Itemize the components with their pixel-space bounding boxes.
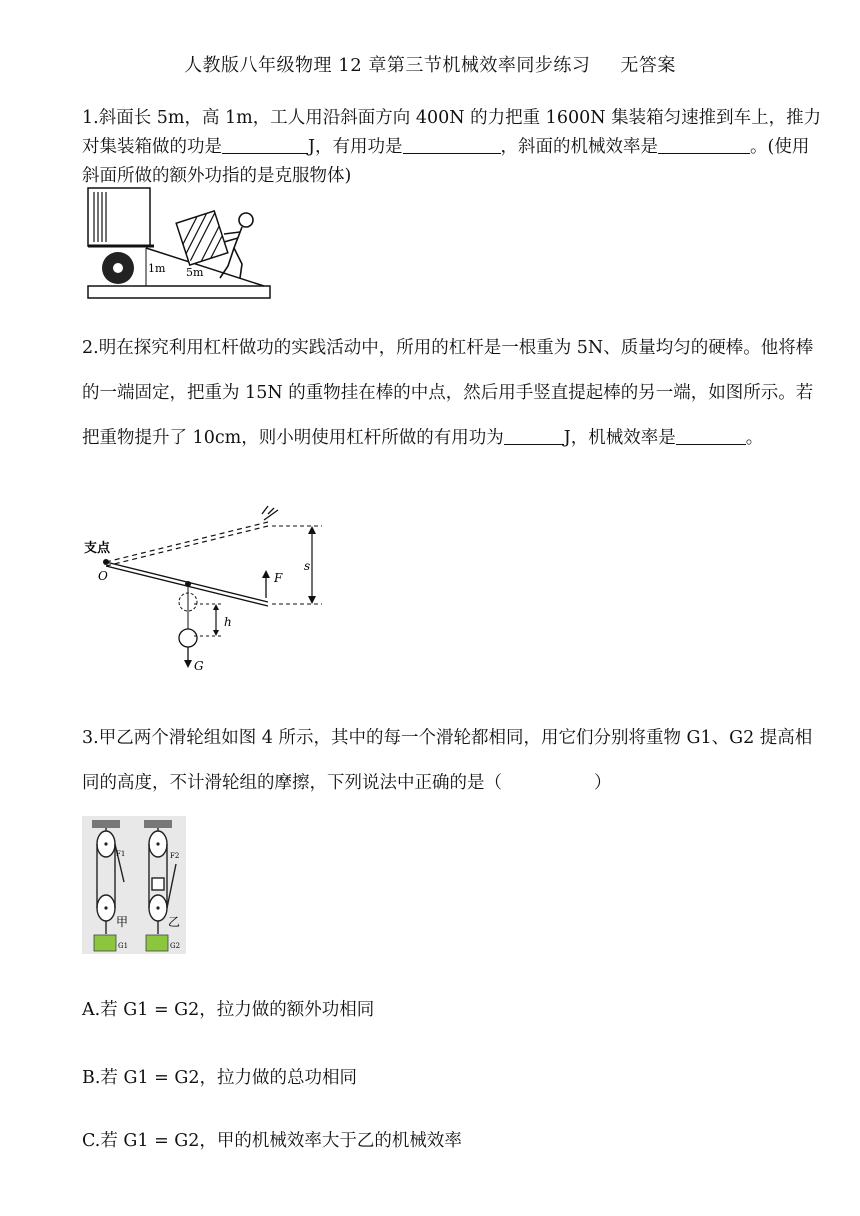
q1-text-1: 1.斜面长 5m，高 1m，工人用沿斜面方向 400N 的力把重 1600N 集装箱匀速推到车上，推力对集装箱做的功是	[82, 108, 822, 157]
question-1	[82, 104, 822, 191]
weight-g2	[146, 935, 168, 951]
truck-body	[88, 188, 150, 246]
weight-object	[179, 629, 197, 647]
pivot-label: 支点	[84, 541, 111, 556]
title-main: 人教版八年级物理 12 章第三节机械效率同步练习	[184, 55, 591, 76]
s-label: s	[304, 559, 311, 573]
f2-label: F2	[170, 852, 180, 860]
h-arrow-bottom	[213, 630, 219, 636]
title-tag: 无答案	[620, 55, 676, 76]
pulley-axle-jia-bottom	[104, 906, 107, 909]
ceiling-block-jia	[92, 820, 120, 828]
ground-slab	[88, 286, 270, 298]
pulley-axle-yi-bottom	[156, 906, 159, 909]
pulley-figure	[82, 816, 186, 954]
jia-label: 甲	[116, 915, 129, 929]
yi-label: 乙	[168, 915, 181, 929]
g2-label: G2	[170, 942, 181, 950]
g-label: G	[194, 659, 204, 673]
f1-label: F1	[116, 850, 126, 858]
q3-text: 3.甲乙两个滑轮组如图 4 所示，其中的每一个滑轮都相同，用它们分别将重物 G1、G2 提高相同的高度，不计滑轮组的摩擦，下列说法中正确的是（	[82, 728, 813, 793]
question-2	[82, 326, 822, 461]
option-a: A.若 G1 = G2，拉力做的额外功相同	[82, 1000, 375, 1020]
g1-label: G1	[118, 942, 129, 950]
option-c: C.若 G1 = G2，甲的机械效率大于乙的机械效率	[82, 1131, 462, 1151]
gravity-arrow-head	[184, 660, 192, 668]
height-label: 1m	[148, 262, 166, 275]
hand-icon	[262, 506, 278, 520]
q2-text-3: 。	[745, 428, 764, 448]
weight-g1	[94, 935, 116, 951]
lever-raised-top	[106, 522, 268, 562]
pulley-axle-yi-top	[156, 842, 159, 845]
wheel-hub	[113, 263, 123, 273]
q3-close: ）	[594, 773, 612, 793]
incline-figure	[82, 186, 274, 304]
q2-blank-efficiency	[676, 427, 746, 446]
f-label: F	[274, 571, 283, 585]
option-b: B.若 G1 = G2，拉力做的总功相同	[82, 1068, 358, 1088]
q2-text-2: J，机械效率是	[563, 428, 676, 448]
q1-blank-useful-work	[403, 136, 501, 155]
q2-blank-useful-work	[504, 427, 564, 446]
crate	[176, 211, 228, 265]
q2-text-1: 2.明在探究利用杠杆做功的实践活动中，所用的杠杆是一根重为 5N、质量均匀的硬棒。他将棒的一端固定，把重为 15N 的重物挂在棒的中点，然后用手竖直提起棒的另一端，如图所示。若把重物提升了 10cm，则小明使用杠杆所做的有用功为	[82, 338, 814, 448]
q1-text-4: 。(使用斜面所做的额外功指的是克服物体)	[82, 137, 810, 186]
q1-blank-efficiency	[658, 136, 750, 155]
q1-text-2: J，有用功是	[308, 137, 403, 157]
s-arrow-top	[308, 526, 316, 534]
length-label: 5m	[186, 266, 204, 279]
h-label: h	[224, 615, 232, 629]
question-3	[82, 716, 822, 806]
q1-blank-work	[222, 136, 308, 155]
lever-raised-bottom	[106, 526, 268, 566]
q1-text-3: ，斜面的机械效率是	[500, 137, 659, 157]
pulley-axle-jia-top	[104, 842, 107, 845]
h-arrow-top	[213, 604, 219, 610]
force-arrow-head	[262, 570, 270, 578]
ceiling-block-yi	[144, 820, 172, 828]
o-label: O	[98, 569, 108, 583]
page-title	[0, 51, 860, 77]
lever-figure	[82, 500, 344, 674]
s-arrow-bottom	[308, 596, 316, 604]
